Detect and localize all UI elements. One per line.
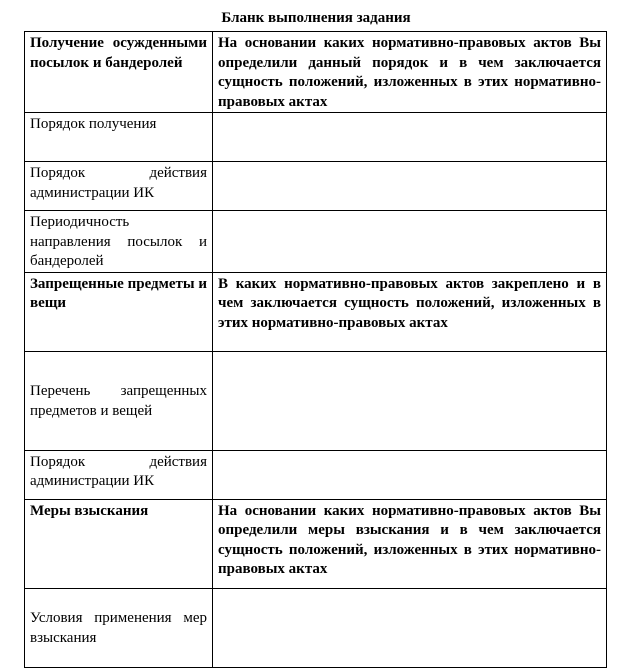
answer-cell[interactable] — [213, 211, 607, 273]
section-question-prohibited: В каких нормативно-правовых актов закреплено и в чем заключается сущность положений, изложенных в этих нормативно-правовых актах — [213, 272, 607, 351]
row-label: Порядок действия администрации ИК — [25, 162, 213, 211]
answer-cell[interactable] — [213, 113, 607, 162]
section-header-row — [25, 272, 607, 351]
section-question-penalties: На основании каких нормативно-правовых актов Вы определили меры взыскания и в чем заключается сущность положений, изложенных в этих нормативно-правовых актах — [213, 499, 607, 588]
assignment-table — [24, 31, 607, 668]
table-row — [25, 450, 607, 499]
table-row — [25, 351, 607, 450]
table-row — [25, 588, 607, 667]
section-question-parcels: На основании каких нормативно-правовых актов Вы определили данный порядок и в чем заключается сущность положений, изложенных в этих нормативно-правовых актах — [213, 32, 607, 113]
section-title-parcels: Получение осужденными посылок и бандеролей — [25, 32, 213, 113]
row-label: Периодичность направления посылок и бандеролей — [25, 211, 213, 273]
form-title: Бланк выполнения задания — [221, 10, 411, 26]
table-row — [25, 211, 607, 273]
row-label: Порядок получения — [25, 113, 213, 162]
section-header-row — [25, 499, 607, 588]
row-label: Условия применения мер взыскания — [25, 588, 213, 667]
answer-cell[interactable] — [213, 588, 607, 667]
section-header-row — [25, 32, 607, 113]
table-row — [25, 162, 607, 211]
row-label: Порядок действия администрации ИК — [25, 450, 213, 499]
section-title-prohibited: Запрещенные предметы и вещи — [25, 272, 213, 351]
row-label: Перечень запрещенных предметов и вещей — [25, 351, 213, 450]
section-title-penalties: Меры взыскания — [25, 499, 213, 588]
answer-cell[interactable] — [213, 351, 607, 450]
table-row — [25, 113, 607, 162]
answer-cell[interactable] — [213, 162, 607, 211]
answer-cell[interactable] — [213, 450, 607, 499]
